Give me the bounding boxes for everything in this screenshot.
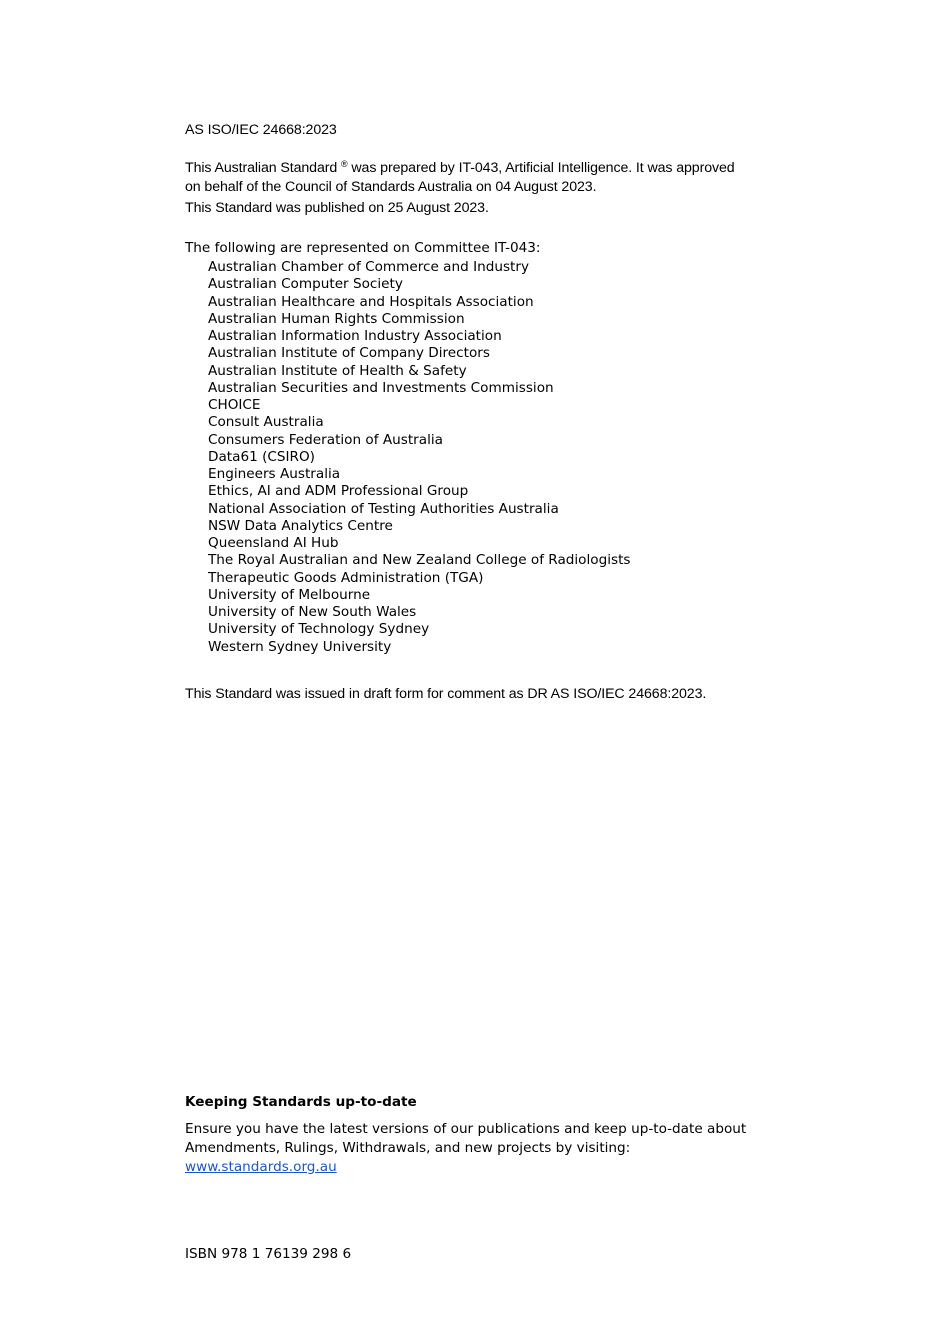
committee-member: Consult Australia xyxy=(208,414,324,431)
committee-member: University of New South Wales xyxy=(208,604,417,620)
committee-member: Australian Institute of Health & Safety xyxy=(208,362,467,379)
committee-member: Australian Healthcare and Hospitals Association xyxy=(208,293,534,310)
committee-member: NSW Data Analytics Centre xyxy=(208,517,393,534)
keeping-up-to-date-heading: Keeping Standards up-to-date xyxy=(185,1094,417,1110)
isbn: ISBN 978 1 76139 298 6 xyxy=(185,1246,352,1262)
committee-intro: The following are represented on Committee IT-043: xyxy=(185,240,541,256)
committee-member: Data61 (CSIRO) xyxy=(208,448,315,465)
keeping-up-to-date-line-1: Ensure you have the latest versions of our publications and keep up-to-date about xyxy=(185,1121,747,1137)
publication-statement: This Standard was published on 25 August 2023. xyxy=(185,200,489,216)
keeping-up-to-date-line-2: Amendments, Rulings, Withdrawals, and new projects by visiting: xyxy=(185,1140,631,1156)
registered-mark: ® xyxy=(341,159,348,169)
committee-member-list xyxy=(208,259,631,656)
committee-member: Queensland AI Hub xyxy=(208,535,339,551)
committee-member: CHOICE xyxy=(208,397,261,413)
committee-member: University of Melbourne xyxy=(208,586,371,603)
standard-id: AS ISO/IEC 24668:2023 xyxy=(185,122,337,138)
committee-member: Western Sydney University xyxy=(208,638,392,655)
committee-member: Consumers Federation of Australia xyxy=(208,431,443,448)
committee-member: The Royal Australian and New Zealand College of Radiologists xyxy=(208,552,631,569)
committee-member: Australian Securities and Investments Commission xyxy=(208,379,554,396)
committee-member: Australian Information Industry Association xyxy=(208,328,502,344)
standards-website-link[interactable]: www.standards.org.au xyxy=(185,1159,337,1175)
preparation-statement xyxy=(185,155,735,197)
draft-note: This Standard was issued in draft form for comment as DR AS ISO/IEC 24668:2023. xyxy=(185,686,707,702)
committee-member: Australian Chamber of Commerce and Industry xyxy=(208,259,529,275)
preparation-text-end: was prepared by IT-043, Artificial Intelligence. It was approved xyxy=(347,160,735,176)
committee-member: Australian Computer Society xyxy=(208,276,403,293)
preparation-line-2: on behalf of the Council of Standards Australia on 04 August 2023. xyxy=(185,179,597,195)
preparation-text-start: This Australian Standard xyxy=(185,160,342,176)
committee-member: Australian Institute of Company Directors xyxy=(208,345,490,362)
committee-member: Ethics, AI and ADM Professional Group xyxy=(208,483,469,500)
committee-member: Australian Human Rights Commission xyxy=(208,310,465,327)
committee-member: Therapeutic Goods Administration (TGA) xyxy=(208,569,484,586)
preparation-line-1 xyxy=(185,155,735,178)
committee-member: Engineers Australia xyxy=(208,466,341,482)
committee-member: University of Technology Sydney xyxy=(208,621,430,638)
committee-member: National Association of Testing Authorities Australia xyxy=(208,500,559,517)
keeping-up-to-date-text xyxy=(185,1120,746,1177)
